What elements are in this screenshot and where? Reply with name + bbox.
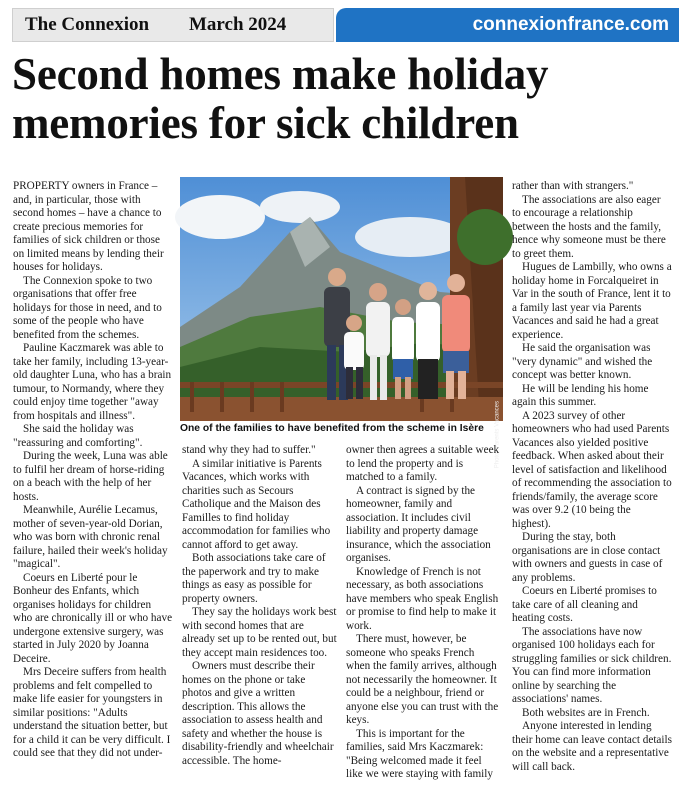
masthead (0, 0, 686, 44)
paragraph: Coeurs en Liberté promises to take care of all cleaning and heating costs. (512, 585, 657, 624)
paragraph: He will be lending his home again this summer. (512, 382, 649, 408)
paragraph: They say the holidays work best with second homes that are already set up to be rented out, but they accept main residences too. (182, 606, 337, 659)
paragraph: Anyone interested in lending their home can leave contact details on the website and a representative will call back. (512, 720, 672, 773)
paragraph: The Connexion spoke to two organisations that offer free holidays for those in need, and to some of the people who have benefited from the schemes. (13, 274, 162, 341)
article-column-4 (512, 180, 672, 774)
paragraph: During the stay, both organisations are in close contact with owners and guests in case of any problems. (512, 531, 663, 584)
paragraph: Mrs Deceire suffers from health problems and felt compelled to make life easier for youngsters in similar positions: "Adults understand the situation better, but for a child it can be very difficult. I could see that they did not under- (13, 666, 171, 759)
paragraph: A similar initiative is Parents Vacances, which works with charities such as Secours Catholique and the Maison des Familles to find holiday accommodation for families who cannot afford to get away. (182, 457, 331, 551)
paragraph: There must, however, be someone who speaks French when the family arrives, although not necessarily the homeowner. It could be a neighbour, friend or anyone else you can trust with the keys. (346, 633, 499, 726)
paragraph: Both websites are in French. (522, 706, 650, 719)
photo-caption: One of the families to have benefited from the scheme in Isère (180, 423, 484, 434)
paragraph: Meanwhile, Aurélie Lecamus, mother of seven-year-old Dorian, who was born with chronic renal failure, hailed their week's holiday "magical". (13, 504, 168, 570)
masthead-right-panel (336, 8, 679, 42)
website-link[interactable]: connexionfrance.com (472, 14, 669, 35)
article-column-1 (13, 180, 173, 761)
article-column-3 (346, 444, 501, 782)
paragraph: A 2023 survey of other homeowners who had used Parents Vacances also yielded positive feedback. When asked about their level of satisfaction and likelihood of recommending the association to friends/family, the average score was over 9.2 (10 being the highest). (512, 409, 672, 530)
family-mountain-photo (180, 177, 503, 421)
photo-credit: Photo: Parents Vacances (494, 401, 500, 469)
publication-name: The Connexion (25, 14, 150, 35)
article-column-2 (182, 444, 337, 768)
paragraph: Pauline Kaczmarek was able to take her family, including 13-year-old daughter Luna, who has a brain tumour, to Normandy, where they could enjoy time together "away from hospitals and illness". (13, 342, 172, 422)
paragraph: Coeurs en Liberté pour le Bonheur des Enfants, which organises holidays for children who are chronically ill or who have undergone extensive surgery, was started in July 2020 by Joanna Deceire. (13, 571, 173, 665)
paragraph: He said the organisation was "very dynamic" and wished the concept was better known. (512, 342, 653, 381)
paragraph: The associations have now organised 100 holidays each for struggling families or sick children. You can find more information online by searching the associations' names. (512, 625, 672, 705)
paragraph: This is important for the families, said Mrs Kaczmarek: "Being welcomed made it feel like we were staying with family (346, 727, 493, 780)
masthead-left-panel (12, 8, 334, 42)
paragraph: A contract is signed by the homeowner, family and association. It includes civil liability and property damage insurance, which the association organises. (346, 484, 491, 564)
paragraph: She said the holiday was "reassuring and comforting". (13, 423, 143, 449)
paragraph: stand why they had to suffer." (182, 444, 316, 456)
paragraph: Knowledge of French is not necessary, as both associations have members who speak English or promise to find help to make it work. (346, 565, 499, 632)
paragraph: owner then agrees a suitable week to lend the property and is matched to a family. (346, 444, 500, 483)
paragraph: The associations are also eager to encourage a relationship between the hosts and the family, hence why someone must be there to greet them. (512, 193, 666, 260)
paragraph: Owners must describe their homes on the phone or take photos and give a written description. This allows the association to assess health and safety and whether the house is disability-friendly and wheelchair accessible. The home- (182, 660, 334, 767)
article-headline: Second homes make holiday memories for sick children (12, 49, 549, 148)
paragraph: rather than with strangers." (512, 180, 634, 192)
issue-date: March 2024 (189, 14, 287, 35)
paragraph: Both associations take care of the paperwork and try to make things as easy as possible for property owners. (182, 552, 326, 605)
paragraph: Hugues de Lambilly, who owns a holiday home in Forcalqueiret in Var in the south of France, lent it to a family last year via Parents Vacances and said he had a great experience. (512, 261, 672, 341)
paragraph: During the week, Luna was able to fulfil her dream of horse-riding on a beach with the help of her hosts. (13, 450, 168, 503)
paragraph: PROPERTY owners in France – and, in particular, those with second homes – have a chance to create precious memories for families of sick children or those on limited means by lending their houses for holidays. (13, 180, 164, 273)
